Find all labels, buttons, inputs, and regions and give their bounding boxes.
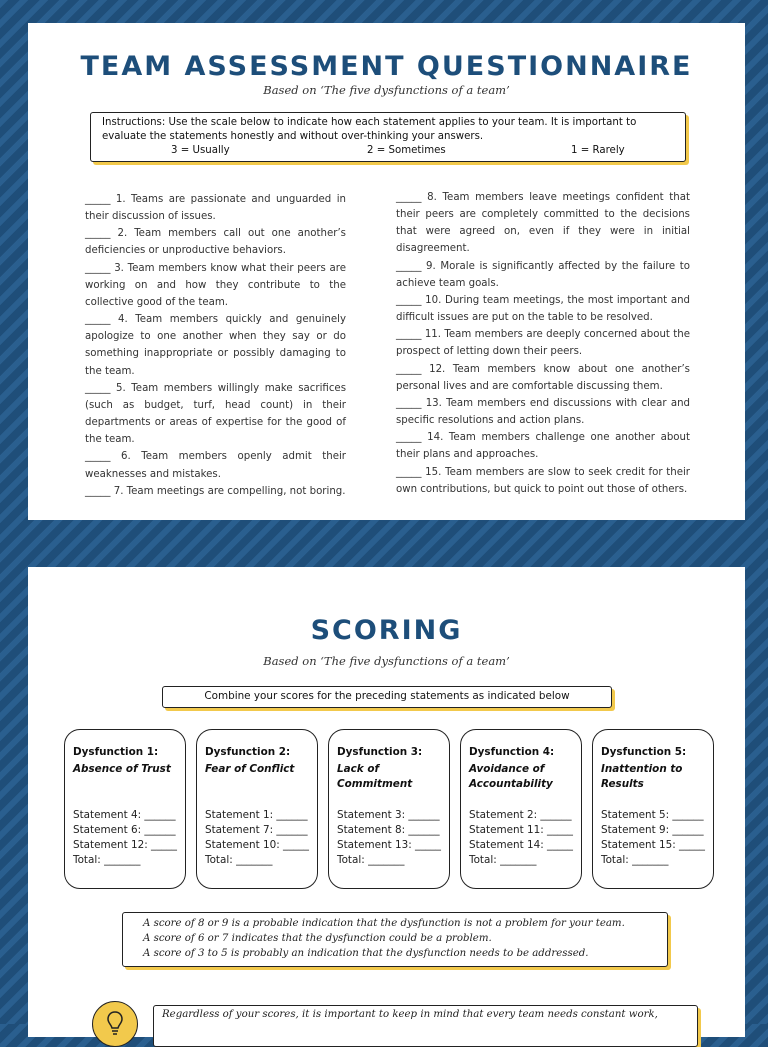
statement-score-line: Statement 1: ______ bbox=[205, 809, 308, 821]
statement-12: _____ 12. Team members know about one another’s personal lives and are comfortable discussing them. bbox=[396, 363, 690, 392]
closing-note-box bbox=[153, 1005, 698, 1047]
total-score-line: Total: _______ bbox=[469, 854, 537, 866]
combine-instructions-text: Combine your scores for the preceding statements as indicated below bbox=[204, 690, 570, 702]
score-interpretation-text bbox=[143, 916, 663, 962]
dysfunction-name: Avoidance of Accountability bbox=[469, 763, 553, 790]
dysfunction-heading: Dysfunction 5: bbox=[601, 746, 687, 758]
statements-left-column bbox=[85, 191, 346, 500]
dysfunction-name: Lack of Commitment bbox=[337, 763, 413, 790]
interpretation-line: A score of 8 or 9 is a probable indication that the dysfunction is not a problem for your team. bbox=[143, 918, 625, 929]
dysfunction-card-4 bbox=[460, 729, 582, 889]
lightbulb-icon bbox=[92, 1001, 138, 1047]
statement-score-line: Statement 4: ______ bbox=[73, 809, 176, 821]
dysfunction-card-2 bbox=[196, 729, 318, 889]
score-interpretation-box bbox=[122, 912, 668, 967]
statement-8: _____ 8. Team members leave meetings confident that their peers are completely committed to the decisions that were agreed on, even if they were in initial disagreement. bbox=[396, 192, 690, 255]
statement-9: _____ 9. Morale is significantly affected by the failure to achieve team goals. bbox=[396, 260, 690, 289]
statement-score-line: Statement 13: _____ bbox=[337, 839, 441, 851]
page-title: TEAM ASSESSMENT QUESTIONNAIRE bbox=[80, 51, 693, 82]
dysfunction-statement-list bbox=[205, 808, 317, 868]
statement-2: _____ 2. Team members call out one another’s deficiencies or unproductive behaviors. bbox=[85, 228, 346, 257]
interpretation-line: A score of 6 or 7 indicates that the dysfunction could be a problem. bbox=[143, 933, 492, 945]
dysfunction-name: Absence of Trust bbox=[73, 763, 171, 775]
statement-score-line: Statement 8: ______ bbox=[337, 824, 440, 836]
statement-score-line: Statement 9: ______ bbox=[601, 824, 704, 836]
dysfunction-statement-list bbox=[337, 808, 449, 868]
statement-score-line: Statement 12: _____ bbox=[73, 839, 177, 851]
statement-10: _____ 10. During team meetings, the most important and difficult issues are put on the table to be resolved. bbox=[396, 294, 690, 324]
statement-15: _____ 15. Team members are slow to seek credit for their own contributions, but quick to point out those of others. bbox=[396, 466, 690, 495]
dysfunction-name: Inattention to Results bbox=[601, 763, 683, 790]
dysfunction-statement-list bbox=[601, 808, 713, 868]
statement-14: _____ 14. Team members challenge one another about their plans and approaches. bbox=[396, 432, 690, 461]
statement-score-line: Statement 11: _____ bbox=[469, 824, 573, 836]
statement-score-line: Statement 6: ______ bbox=[73, 824, 176, 836]
statement-score-line: Statement 2: ______ bbox=[469, 809, 572, 821]
dysfunction-statement-list bbox=[469, 808, 581, 868]
dysfunction-heading: Dysfunction 4: bbox=[469, 746, 555, 758]
statement-score-line: Statement 7: ______ bbox=[205, 824, 308, 836]
scoring-title: SCORING bbox=[310, 615, 463, 646]
statement-1: _____ 1. Teams are passionate and unguarded in their discussion of issues. bbox=[85, 194, 346, 223]
total-score-line: Total: _______ bbox=[73, 854, 141, 866]
statement-13: _____ 13. Team members end discussions with clear and specific resolutions and action plans. bbox=[396, 397, 690, 427]
dysfunction-card-3 bbox=[328, 729, 450, 889]
statement-score-line: Statement 14: _____ bbox=[469, 839, 573, 851]
dysfunction-statement-list bbox=[73, 808, 185, 868]
total-score-line: Total: _______ bbox=[337, 854, 405, 866]
instructions-box bbox=[90, 112, 686, 162]
page-subtitle: Based on ‘The five dysfunctions of a team’ bbox=[263, 83, 510, 97]
statement-4: _____ 4. Team members quickly and genuinely apologize to one another when they say or do something inappropriate or possibly damaging to the team. bbox=[85, 314, 346, 377]
dysfunction-heading: Dysfunction 1: bbox=[73, 746, 159, 758]
statement-6: _____ 6. Team members openly admit their weaknesses and mistakes. bbox=[85, 451, 346, 480]
total-score-line: Total: _______ bbox=[601, 854, 669, 866]
statement-3: _____ 3. Team members know what their peers are working on and how they contribute to the collective good of the team. bbox=[85, 262, 346, 308]
statement-score-line: Statement 5: ______ bbox=[601, 809, 704, 821]
statement-11: _____ 11. Team members are deeply concerned about the prospect of letting down their peers. bbox=[396, 329, 690, 358]
scale-sometimes: 2 = Sometimes bbox=[367, 145, 446, 156]
statements-right-column bbox=[396, 189, 690, 498]
interpretation-line: A score of 3 to 5 is probably an indication that the dysfunction needs to be addressed. bbox=[143, 948, 589, 960]
dysfunction-heading: Dysfunction 2: bbox=[205, 746, 291, 758]
statement-score-line: Statement 10: _____ bbox=[205, 839, 309, 851]
dysfunction-name: Fear of Conflict bbox=[205, 763, 295, 775]
instructions-text: Instructions: Use the scale below to indicate how each statement applies to your team. It is important to evaluate the statements honestly and without over-thinking your answers. bbox=[102, 117, 637, 142]
scoring-page bbox=[28, 567, 745, 1037]
dysfunction-card-5 bbox=[592, 729, 714, 889]
dysfunction-heading: Dysfunction 3: bbox=[337, 746, 423, 758]
scale-usually: 3 = Usually bbox=[171, 145, 230, 156]
scale-rarely: 1 = Rarely bbox=[571, 145, 625, 156]
questionnaire-page bbox=[28, 23, 745, 520]
combine-instructions-box bbox=[162, 686, 612, 708]
scoring-subtitle: Based on ‘The five dysfunctions of a team’ bbox=[263, 654, 510, 668]
closing-note-text: Regardless of your scores, it is important to keep in mind that every team needs constant work, bbox=[162, 1009, 658, 1020]
statement-7: _____ 7. Team meetings are compelling, not boring. bbox=[85, 485, 346, 497]
statement-score-line: Statement 15: _____ bbox=[601, 839, 705, 851]
statement-score-line: Statement 3: ______ bbox=[337, 809, 440, 821]
dysfunction-card-1 bbox=[64, 729, 186, 889]
total-score-line: Total: _______ bbox=[205, 854, 273, 866]
statement-5: _____ 5. Team members willingly make sacrifices (such as budget, turf, head count) in their departments or areas of expertise for the good of the team. bbox=[85, 382, 346, 446]
